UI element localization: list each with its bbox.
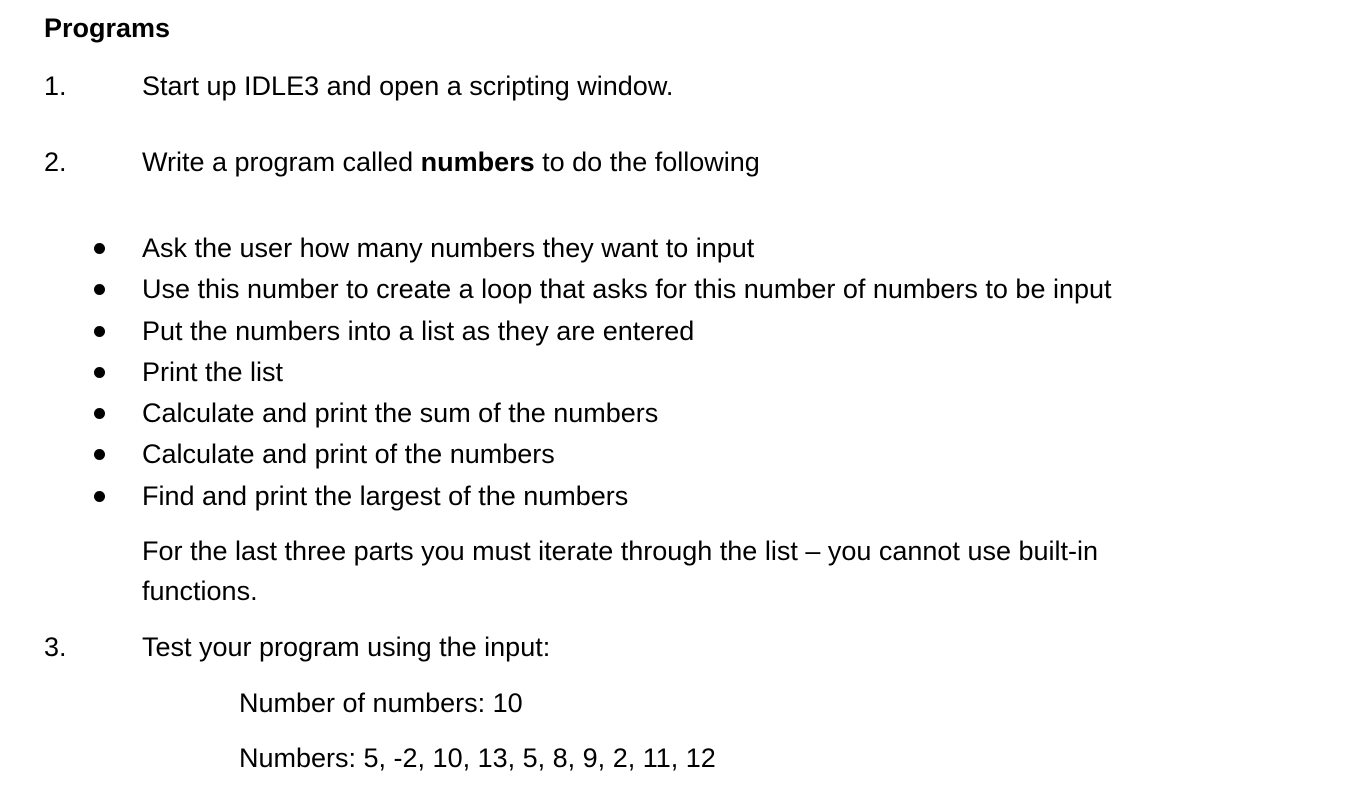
step-2-text-before: Write a program called (142, 147, 421, 177)
list-item-text: Calculate and print of the numbers (142, 439, 555, 469)
bullet-icon (94, 284, 105, 295)
step-3-text: Test your program using the input: (142, 632, 551, 662)
bullet-icon (94, 367, 105, 378)
program-name: numbers (420, 147, 535, 177)
bullet-icon (94, 449, 105, 460)
bullet-icon (94, 408, 105, 419)
section-heading: Programs (44, 13, 171, 43)
note-line-2: functions. (142, 576, 258, 606)
step-1-number: 1. (44, 71, 67, 101)
step-1-text: Start up IDLE3 and open a scripting window. (142, 71, 674, 101)
list-item-text: Print the list (142, 357, 284, 387)
list-item-text: Use this number to create a loop that asks for this number of numbers to be input (142, 274, 1112, 304)
note-line-1: For the last three parts you must iterate through the list – you cannot use built-in (142, 536, 1099, 566)
bullet-icon (94, 326, 105, 337)
list-item-text: Ask the user how many numbers they want to input (142, 233, 755, 263)
bullet-icon (94, 243, 105, 254)
step-3-number: 3. (44, 632, 67, 662)
list-item-text: Calculate and print the sum of the numbers (142, 398, 659, 428)
list-item-text: Put the numbers into a list as they are entered (142, 316, 695, 346)
bullet-icon (94, 491, 105, 502)
step-2-number: 2. (44, 147, 67, 177)
test-input-count: Number of numbers: 10 (239, 688, 523, 718)
list-item-text: Find and print the largest of the numbers (142, 481, 629, 511)
test-input-numbers: Numbers: 5, -2, 10, 13, 5, 8, 9, 2, 11, 12 (239, 743, 716, 773)
step-2-text (142, 146, 760, 178)
step-2-text-after: to do the following (534, 147, 760, 177)
